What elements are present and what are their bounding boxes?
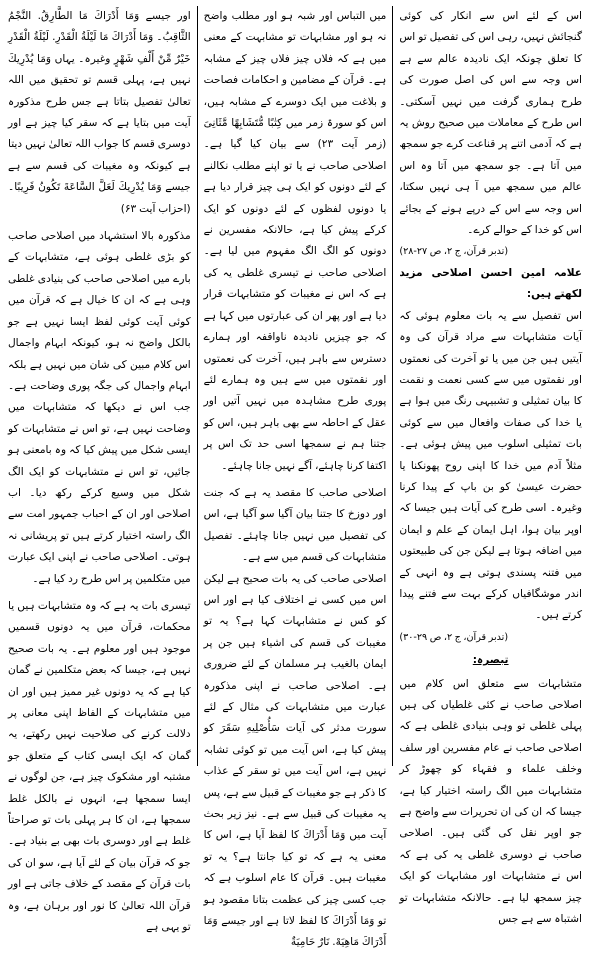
section-heading: تبصرہ: — [472, 654, 509, 667]
paragraph: اصلاحی صاحب کا مقصد یہ ہے کہ جنت اور دوزخ کا جتنا بیان آگیا سو آگیا ہے، اس کی تفصیل میں نہیں جانا چاہئے۔ تفصیل متشابہات کی قسم میں سے ہے۔ — [203, 486, 387, 564]
column-left — [7, 6, 191, 934]
paragraph: میں التباس اور شبہ ہو اور مطلب واضح نہ ہو اور مشابہات تو مشابہت کے معنی میں ہے کہ فلاں چیز فلاں چیز کے مشابہ ہے۔ قرآن کے مضامین و احکامات فصاحت و بلاغت میں ایک دوسرے کے مشابہ ہیں، اس کو سورۃ زمر میں کِتٰبًا مُّتَشَابِهًا مَّثَانِیَ (زمر آیت ۲۳) سے بیان کیا گیا ہے۔ اصلاحی صاحب نے یا تو اپنے مطلب نکالنے کے لئے دونوں کو ایک ہی چیز قرار دیا ہے یا دونوں لفظوں کے لئے دونوں کو ایک کرکے پیش کیا ہے، حالانکہ مفسرین نے دونوں کو الگ الگ مفہوم میں لیا ہے۔ اصلاحی صاحب نے تیسری غلطی یہ کی ہے کہ اس نے مغیبات کو متشابہات قرار دیا ہے اور پھر ان کی عبارتوں میں کہا ہے کہ جو چیزیں نادیدہ ناواقفہ اور ہمارے دسترس سے باہر ہیں، آخرت کی نعمتوں اور نقمتوں میں سے ہیں وہ ہمارے لئے پوری طرح مشاہدہ میں نہیں آتیں اور عقل کے احاطہ سے بھی باہر ہیں، اس کو جتنا ہم نے سمجھا اسی حد تک اس پر اکتفا کرنا چاہئے، آگے نہیں جانا چاہئے۔ — [203, 10, 387, 472]
paragraph: تیسری بات یہ ہے کہ وہ متشابہات ہیں یا محکمات، قرآن میں یہ دونوں قسمیں موجود ہیں اور معلوم ہے۔ یہ بات صحیح نہیں ہے، جیسا کہ بعض متکلمین نے گمان کیا ہے کہ یہ دونوں غیر ممیز ہیں اور ان میں متشابہات کے الفاظ اپنی معانی پر دلالت کرنے کی صلاحیت نہیں رکھتے، یہ گمان کہ ایک ایسی کتاب کے متعلق جو مشتبہ اور مشکوک چیز ہے، جن لوگوں نے ایسا سمجھا ہے، انہوں نے بالکل غلط سمجھا ہے، ان کا ہر پہلی بات تو صراحتاً غلط ہے اور دوسری بات بھی بے بنیاد ہے۔ جو کہ قرآن بیان کے لئے آیا ہے، سو ان کی بات قرآن کے مقصد کے خلاف جاتی ہے اور قرآن اللہ تعالیٰ کا نور اور برہان ہے، وہ تو یہی ہے — [7, 599, 191, 934]
citation: (تدبر قرآن، ج ۲، ص ۲۹-۳۰) — [399, 631, 509, 643]
paragraph: مذکورہ بالا استشہاد میں اصلاحی صاحب کو بڑی غلطی ہوئی ہے، متشابہات کے بارے میں اصلاحی صاحب کی بنیادی غلطی وہی ہے کہ ان کا خیال ہے کہ قرآن میں کوئی آیت کوئی لفظ ایسا نہیں ہے جو بالکل واضح نہ ہو، کیونکہ ابہام واجمال اس کلام مبین کی شان میں نہیں ہے بلکہ ابہام واجمال کی جگہ پوری وضاحت ہے۔ جب اس نے دیکھا کہ متشابہات میں وضاحت نہیں ہے، تو اس نے متشابہات کو ایسی شکل میں پیش کیا کہ وہ بامعنی ہو جائیں، تو اس نے متشابہات کو ایک الگ شکل میں وسیع کرکے رکھ دیا۔ اب اصلاحی اور ان کے احباب جمہور امت سے الگ راستہ اختیار کرتے ہیں تو پریشانی نہ ہوتی۔ اصلاحی صاحب نے اپنی ایک عبارت میں متکلمین پر اس طرح رد کیا ہے۔ — [7, 230, 191, 585]
column-middle — [203, 6, 387, 949]
paragraph: اور جیسے وَمَا أَدْرَاكَ مَا الطَّارِقُ. النَّجْمُ الثَّاقِبُ۔ وَمَا أَدْرَاكَ مَا لَيْلَةُ الْقَدْرِ. لَيْلَةُ الْقَدْرِ خَيْرٌ مِّنْ أَلْفِ شَهْرٍ وغیرہ۔ یہاں وَمَا يُدْرِيكَ نہیں ہے، پہلی قسم تو تحقیق میں اللہ تعالیٰ تفصیل بتاتا ہے جس طرح مذکورہ آیت میں بتایا ہے کہ سقر کیا چیز ہے اور دوسری قسم کا جواب اللہ تعالیٰ نہیں دیتا ہے کیونکہ وہ مغیبات کی قسم سے ہے جیسے وَمَا يُدْرِيكَ لَعَلَّ السَّاعَةَ تَكُونُ قَرِيبًا۔ (احزاب آیت ۶۳) — [7, 10, 191, 215]
column-divider — [197, 6, 198, 766]
paragraph: علامہ امین احسن اصلاحی مزید لکھتے ہیں: — [399, 266, 582, 301]
paragraph: متشابہات سے متعلق اس کلام میں اصلاحی صاحب نے کئی غلطیاں کی ہیں پہلی غلطی تو وہی بنیادی غلطی ہے کہ اصلاحی صاحب نے عام مفسرین اور سلف وخلف علماء و فقہاء کو چھوڑ کر متشابہات میں الگ راستہ اختیار کیا ہے، جیسا کہ ان کی ان تحریرات سے واضح ہے جو اوپر نقل کی گئی ہیں۔ اصلاحی صاحب نے دوسری غلطی یہ کی ہے کہ اس نے متشابہات اور مشابہات کو ایک چیز سمجھ لیا ہے۔ حالانکہ متشابہات تو اشتباہ سے ہے جس — [399, 677, 582, 926]
citation: (تدبر قرآن، ج ۲، ص ۲۷-۲۸) — [399, 246, 509, 258]
column-divider — [392, 6, 393, 766]
paragraph: اس تفصیل سے یہ بات معلوم ہوئی کہ آیات متشابہات سے مراد قرآن کی وہ آیتیں ہیں جن میں یا تو آخرت کی نعمتوں اور نقمتوں میں سے کسی نعمت و نقمت کا بیان تمثیلی و تشبیہی رنگ میں ہوا ہے یا خدا کی صفات وافعال میں سے کوئی بات تمثیلی اسلوب میں پیش ہوئی ہے۔ مثلاً آدم میں خدا کا اپنی روح پھونکنا یا حضرت عیسیٰ کو بن باپ کے پیدا کرنا وغیرہ۔ اسی طرح کی آیات ہیں جیسا کہ اوپر بیان ہوا، اہل ایمان کے علم و ایمان میں اضافہ ہوتا ہے لیکن جن کی طبیعتوں میں فتنہ پسندی ہوتی ہے وہ انہی کے اندر موشگافیاں کرکے بہت سے فتنے پیدا کرتے ہیں۔ — [399, 309, 582, 622]
column-right — [399, 6, 582, 926]
paragraph: اس کے لئے اس سے انکار کی کوئی گنجائش نہیں، رہی اس کی تفصیل تو اس کا تعلق چونکہ ایک نادیدہ عالم سے ہے اس وجہ سے اس کی اصل صورت کی طرح ہماری گرفت میں نہیں آسکتی۔ اس طرح کے معاملات میں صحیح روش یہ ہے کہ آدمی اتنے پر قناعت کرے جو سمجھ میں آتا ہے۔ جو سمجھ میں آتا وہ اس عالم میں سمجھ میں آ ہی نہیں سکتا، اس وجہ سے اس کے درپے ہونے کے بجائے اس کو خدا کے حوالے کرے۔ — [399, 10, 582, 237]
paragraph: اصلاحی صاحب کی یہ بات صحیح ہے لیکن اس میں کسی نے اختلاف کیا ہے اور اس کو کس نے متشابہات کہا ہے؟ یہ تو مغیبات کی قسم کی اشیاء ہیں جن پر ایمان بالغیب ہر مسلمان کے لئے ضروری ہے۔ اصلاحی صاحب نے اپنی مذکورہ عبارت میں متشابہات کی مثال کے لئے سورت مدثر کی آیات سَأُصْلِيهِ سَقَرَ کو پیش کیا ہے، اس آیت میں تو کوئی تشابہ نہیں ہے، اس آیت میں تو سقر کے عذاب کا ذکر ہے جو مغیبات کے قبیل سے ہے، پس یہ مغیبات کی قبیل سے ہے۔ نیز زیر بحث آیت میں وَمَا أَدْرَاكَ کا لفظ آیا ہے، اس کا معنی یہ ہے کہ تو کیا جانتا ہے؟ یہ تو مغیبات ہیں۔ قرآن کا عام اسلوب ہے کہ جب کسی چیز کی عظمت بتانا مقصود ہو تو وَمَا أَدْرَاكَ کا لفظ لاتا ہے اور جیسے وَمَا أَدْرَاكَ مَاهِيَهْ. نَارٌ حَامِيَةٌ — [203, 572, 387, 949]
